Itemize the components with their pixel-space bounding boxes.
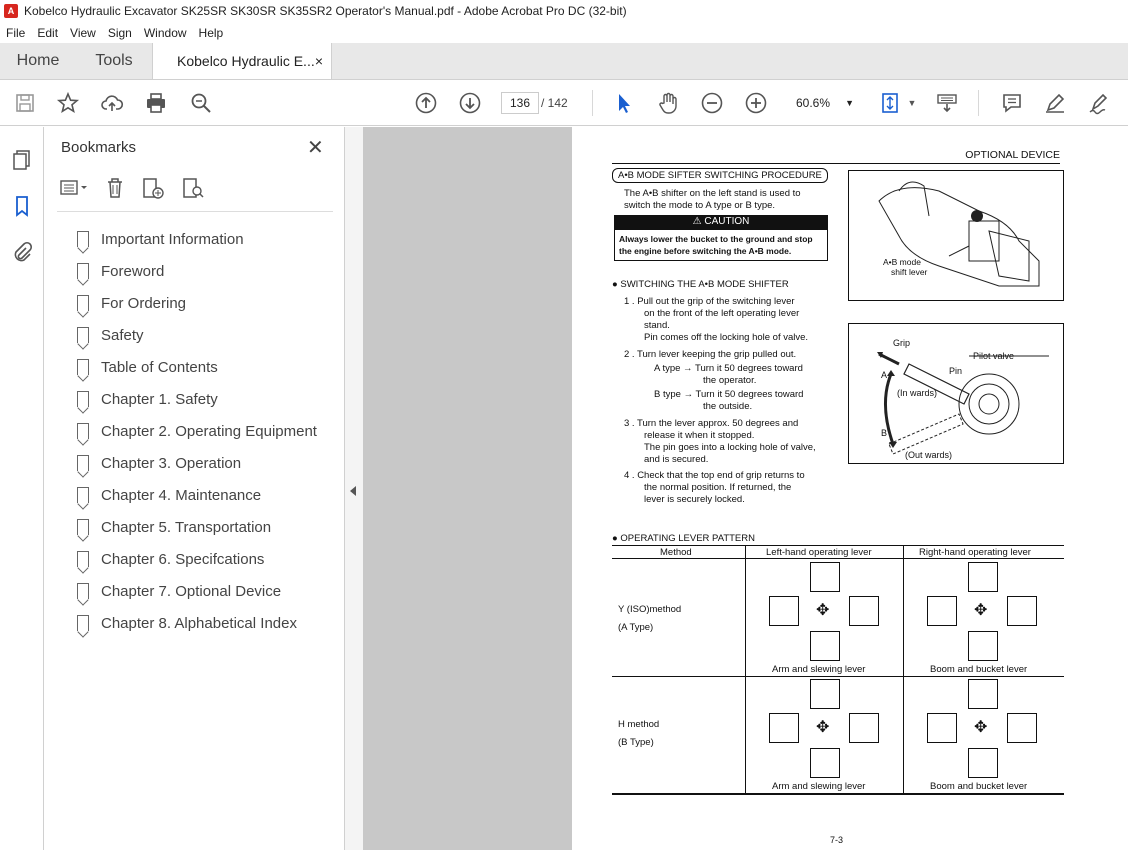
caution-line: Always lower the bucket to the ground and stop bbox=[619, 234, 813, 244]
bookmark-label: For Ordering bbox=[101, 294, 187, 312]
menu-bar bbox=[0, 22, 1128, 43]
method-label: (B Type) bbox=[618, 737, 654, 748]
bookmark-label: Important Information bbox=[101, 230, 244, 248]
close-icon[interactable]: ✕ bbox=[307, 137, 324, 159]
zoom-value: 60.6% bbox=[796, 96, 831, 110]
collapse-panel-icon[interactable] bbox=[350, 486, 356, 496]
bookmark-options-icon[interactable] bbox=[59, 178, 89, 198]
star-icon[interactable] bbox=[56, 91, 80, 115]
bookmark-item[interactable] bbox=[77, 415, 317, 447]
step-text: stand. bbox=[644, 320, 670, 331]
lever-pattern-icon bbox=[968, 562, 998, 592]
delete-bookmark-icon[interactable] bbox=[105, 177, 125, 199]
page-thumbnails-icon[interactable] bbox=[11, 149, 33, 171]
caution-label: ⚠ CAUTION bbox=[614, 215, 828, 229]
figure-label: B bbox=[881, 428, 888, 438]
lever-pattern-icon bbox=[968, 748, 998, 778]
toolbar bbox=[0, 80, 1128, 126]
bookmarks-title: Bookmarks bbox=[61, 139, 137, 156]
lever-pattern-icon bbox=[769, 713, 799, 743]
bookmark-list bbox=[77, 223, 317, 639]
zoom-select[interactable] bbox=[786, 93, 858, 113]
method-label: Y (ISO)method bbox=[618, 604, 682, 615]
tab-close-icon[interactable]: × bbox=[314, 53, 323, 69]
bookmark-item[interactable] bbox=[77, 383, 317, 415]
bookmark-item[interactable] bbox=[77, 511, 317, 543]
bookmarks-panel-icon[interactable] bbox=[11, 195, 33, 217]
tab-document-label: Kobelco Hydraulic E... bbox=[177, 53, 315, 69]
lever-pattern-icon bbox=[968, 679, 998, 709]
lever-pattern-icon bbox=[810, 679, 840, 709]
bookmark-icon bbox=[77, 263, 89, 279]
menu-help[interactable]: Help bbox=[198, 25, 224, 40]
keyboard-scroll-icon[interactable] bbox=[935, 91, 959, 115]
table-rule bbox=[612, 558, 1064, 559]
toolbar-divider bbox=[592, 90, 593, 116]
figure-label: shift lever bbox=[891, 267, 928, 277]
step-text: The pin goes into a locking hole of valve, bbox=[644, 442, 816, 453]
lever-caption: Arm and slewing lever bbox=[772, 781, 866, 792]
bookmark-item[interactable] bbox=[77, 255, 317, 287]
lever-caption: Boom and bucket lever bbox=[930, 664, 1028, 675]
menu-sign[interactable]: Sign bbox=[107, 25, 132, 40]
method-label: (A Type) bbox=[618, 622, 654, 633]
bookmark-icon bbox=[77, 231, 89, 247]
bookmark-icon bbox=[77, 455, 89, 471]
figure-label: A•B mode bbox=[883, 257, 921, 267]
figure-label: Pin bbox=[949, 366, 963, 376]
panel-splitter[interactable] bbox=[345, 127, 363, 850]
shift-lever-figure bbox=[848, 170, 1064, 301]
step-text: 3 . Turn the lever approx. 50 degrees and bbox=[624, 418, 799, 429]
divider bbox=[57, 211, 333, 212]
step-text: the outside. bbox=[703, 401, 753, 412]
bookmark-label: Table of Contents bbox=[101, 358, 218, 376]
cross-arrows-icon: ✥ bbox=[974, 602, 988, 619]
figure-label: Pilot valve bbox=[973, 351, 1015, 361]
bookmark-search-icon[interactable] bbox=[181, 177, 205, 199]
table-rule bbox=[612, 676, 1064, 677]
bookmark-label: Chapter 1. Safety bbox=[101, 390, 218, 408]
attachments-icon[interactable] bbox=[11, 241, 33, 263]
table-rule bbox=[612, 793, 1064, 795]
menu-edit[interactable]: Edit bbox=[37, 25, 59, 40]
cross-arrows-icon: ✥ bbox=[816, 719, 830, 736]
figure-label: (In wards) bbox=[897, 388, 938, 398]
bookmark-item[interactable] bbox=[77, 543, 317, 575]
pdf-page bbox=[572, 127, 1128, 850]
bookmark-item[interactable] bbox=[77, 575, 317, 607]
lever-diagram-figure bbox=[848, 323, 1064, 464]
step-text: the operator. bbox=[703, 375, 757, 386]
menu-view[interactable]: View bbox=[70, 25, 96, 40]
bookmark-icon bbox=[77, 583, 89, 599]
bookmark-item[interactable] bbox=[77, 479, 317, 511]
bookmark-icon bbox=[77, 327, 89, 343]
left-navigation-rail bbox=[0, 127, 44, 850]
bookmark-icon bbox=[77, 423, 89, 439]
page-header: OPTIONAL DEVICE bbox=[612, 149, 1060, 164]
bookmark-item[interactable] bbox=[77, 223, 317, 255]
lever-pattern-icon bbox=[810, 748, 840, 778]
page-number-input[interactable]: 136 bbox=[501, 92, 539, 114]
bookmarks-toolbar bbox=[59, 175, 205, 201]
lever-pattern-icon bbox=[1007, 713, 1037, 743]
table-rule bbox=[903, 545, 904, 793]
bookmark-icon bbox=[77, 295, 89, 311]
section-heading: ● SWITCHING THE A•B MODE SHIFTER bbox=[612, 279, 789, 290]
figure-label: A bbox=[881, 370, 888, 380]
table-rule bbox=[612, 545, 1064, 546]
bookmark-item[interactable] bbox=[77, 607, 317, 639]
title-bar bbox=[0, 0, 1128, 22]
step-text: the normal position. If returned, the bbox=[644, 482, 792, 493]
upload-cloud-icon[interactable] bbox=[100, 91, 124, 115]
step-text: release it when it stopped. bbox=[644, 430, 755, 441]
chevron-down-icon: ▼ bbox=[845, 98, 854, 108]
intro-line: The A•B shifter on the left stand is used to bbox=[624, 188, 801, 199]
bookmark-icon bbox=[77, 615, 89, 631]
bookmark-item[interactable] bbox=[77, 319, 317, 351]
page-number: 7-3 bbox=[830, 835, 844, 845]
bookmark-label: Safety bbox=[101, 326, 144, 344]
bookmark-label: Chapter 4. Maintenance bbox=[101, 486, 262, 504]
comment-icon[interactable] bbox=[1000, 91, 1024, 115]
lever-pattern-icon bbox=[927, 596, 957, 626]
step-text: and is secured. bbox=[644, 454, 709, 465]
column-header: Left-hand operating lever bbox=[766, 547, 872, 558]
bookmark-icon bbox=[77, 551, 89, 567]
menu-window[interactable]: Window bbox=[143, 25, 187, 40]
new-bookmark-icon[interactable] bbox=[141, 177, 165, 199]
intro-line: switch the mode to A type or B type. bbox=[624, 200, 776, 211]
lever-caption: Boom and bucket lever bbox=[930, 781, 1028, 792]
bookmark-label: Foreword bbox=[101, 262, 165, 280]
lever-pattern-icon bbox=[810, 562, 840, 592]
bookmark-label: Chapter 7. Optional Device bbox=[101, 582, 282, 600]
select-cursor-icon[interactable] bbox=[612, 91, 636, 115]
zoom-in-icon[interactable] bbox=[744, 91, 768, 115]
figure-label: Grip bbox=[893, 338, 911, 348]
lever-caption: Arm and slewing lever bbox=[772, 664, 866, 675]
lever-pattern-icon bbox=[769, 596, 799, 626]
caution-box bbox=[614, 229, 828, 261]
zoom-out-icon[interactable] bbox=[700, 91, 724, 115]
fit-dropdown-icon[interactable]: ▼ bbox=[907, 98, 917, 108]
lever-pattern-icon bbox=[849, 596, 879, 626]
column-header: Right-hand operating lever bbox=[919, 547, 1031, 558]
bookmark-icon bbox=[77, 391, 89, 407]
step-text: on the front of the left operating lever bbox=[644, 308, 800, 319]
sign-pen-icon[interactable] bbox=[1087, 91, 1111, 115]
section-title: A•B MODE SIFTER SWITCHING PROCEDURE bbox=[612, 168, 828, 183]
step-text: Pin comes off the locking hole of valve. bbox=[644, 332, 809, 343]
bookmark-label: Chapter 3. Operation bbox=[101, 454, 242, 472]
bookmark-icon bbox=[77, 359, 89, 375]
page-total: / 142 bbox=[541, 96, 568, 110]
bookmark-item[interactable] bbox=[77, 351, 317, 383]
method-label: H method bbox=[618, 719, 660, 730]
lever-pattern-icon bbox=[927, 713, 957, 743]
next-page-icon[interactable] bbox=[458, 91, 482, 115]
fit-page-icon[interactable] bbox=[878, 91, 902, 115]
step-text: 4 . Check that the top end of grip returns to bbox=[624, 470, 805, 481]
bookmark-icon bbox=[77, 487, 89, 503]
caution-text: CAUTION bbox=[704, 216, 750, 227]
bookmark-icon bbox=[77, 519, 89, 535]
highlight-pen-icon[interactable] bbox=[1043, 91, 1067, 115]
seat-illustration bbox=[849, 171, 1063, 300]
lever-illustration bbox=[849, 324, 1063, 463]
toolbar-divider bbox=[978, 90, 979, 116]
bookmark-label: Chapter 6. Specifcations bbox=[101, 550, 265, 568]
bookmark-label: Chapter 2. Operating Equipment bbox=[101, 422, 317, 440]
lever-pattern-icon bbox=[1007, 596, 1037, 626]
bookmark-label: Chapter 8. Alphabetical Index bbox=[101, 614, 297, 632]
column-header: Method bbox=[660, 547, 692, 558]
bookmarks-panel bbox=[45, 127, 345, 850]
window-title: Kobelco Hydraulic Excavator SK25SR SK30SR SK35SR2 Operator's Manual.pdf - Adobe Acrobat Pro DC (32-bit) bbox=[24, 4, 627, 18]
lever-pattern-icon bbox=[968, 631, 998, 661]
lever-pattern-table bbox=[612, 545, 1064, 795]
step-text: 1 . Pull out the grip of the switching lever bbox=[624, 296, 795, 307]
previous-page-icon[interactable] bbox=[414, 91, 438, 115]
tab-home[interactable]: Home bbox=[16, 52, 60, 69]
figure-label: (Out wards) bbox=[905, 450, 953, 460]
print-icon[interactable] bbox=[144, 91, 168, 115]
bookmark-label: Chapter 5. Transportation bbox=[101, 518, 272, 536]
cross-arrows-icon: ✥ bbox=[974, 719, 988, 736]
menu-file[interactable]: File bbox=[6, 25, 26, 40]
cross-arrows-icon: ✥ bbox=[816, 602, 830, 619]
lever-pattern-icon bbox=[810, 631, 840, 661]
step-text: lever is securely locked. bbox=[644, 494, 745, 505]
zoom-search-icon[interactable] bbox=[189, 91, 213, 115]
caution-line: the engine before switching the A•B mode. bbox=[619, 246, 792, 256]
save-icon[interactable] bbox=[13, 91, 37, 115]
tab-document[interactable] bbox=[152, 43, 332, 79]
tab-tools[interactable]: Tools bbox=[95, 52, 133, 69]
step-text: B type → Turn it 50 degrees toward bbox=[654, 389, 804, 400]
acrobat-icon: A bbox=[4, 4, 18, 18]
step-text: 2 . Turn lever keeping the grip pulled out. bbox=[624, 349, 797, 360]
lever-pattern-icon bbox=[849, 713, 879, 743]
step-text: A type → Turn it 50 degrees toward bbox=[654, 363, 803, 374]
document-viewer[interactable] bbox=[363, 127, 1128, 850]
table-rule bbox=[745, 545, 746, 793]
bookmark-item[interactable] bbox=[77, 447, 317, 479]
tab-bar bbox=[0, 43, 1128, 80]
hand-tool-icon[interactable] bbox=[656, 91, 680, 115]
bookmark-item[interactable] bbox=[77, 287, 317, 319]
section-heading: ● OPERATING LEVER PATTERN bbox=[612, 533, 755, 544]
